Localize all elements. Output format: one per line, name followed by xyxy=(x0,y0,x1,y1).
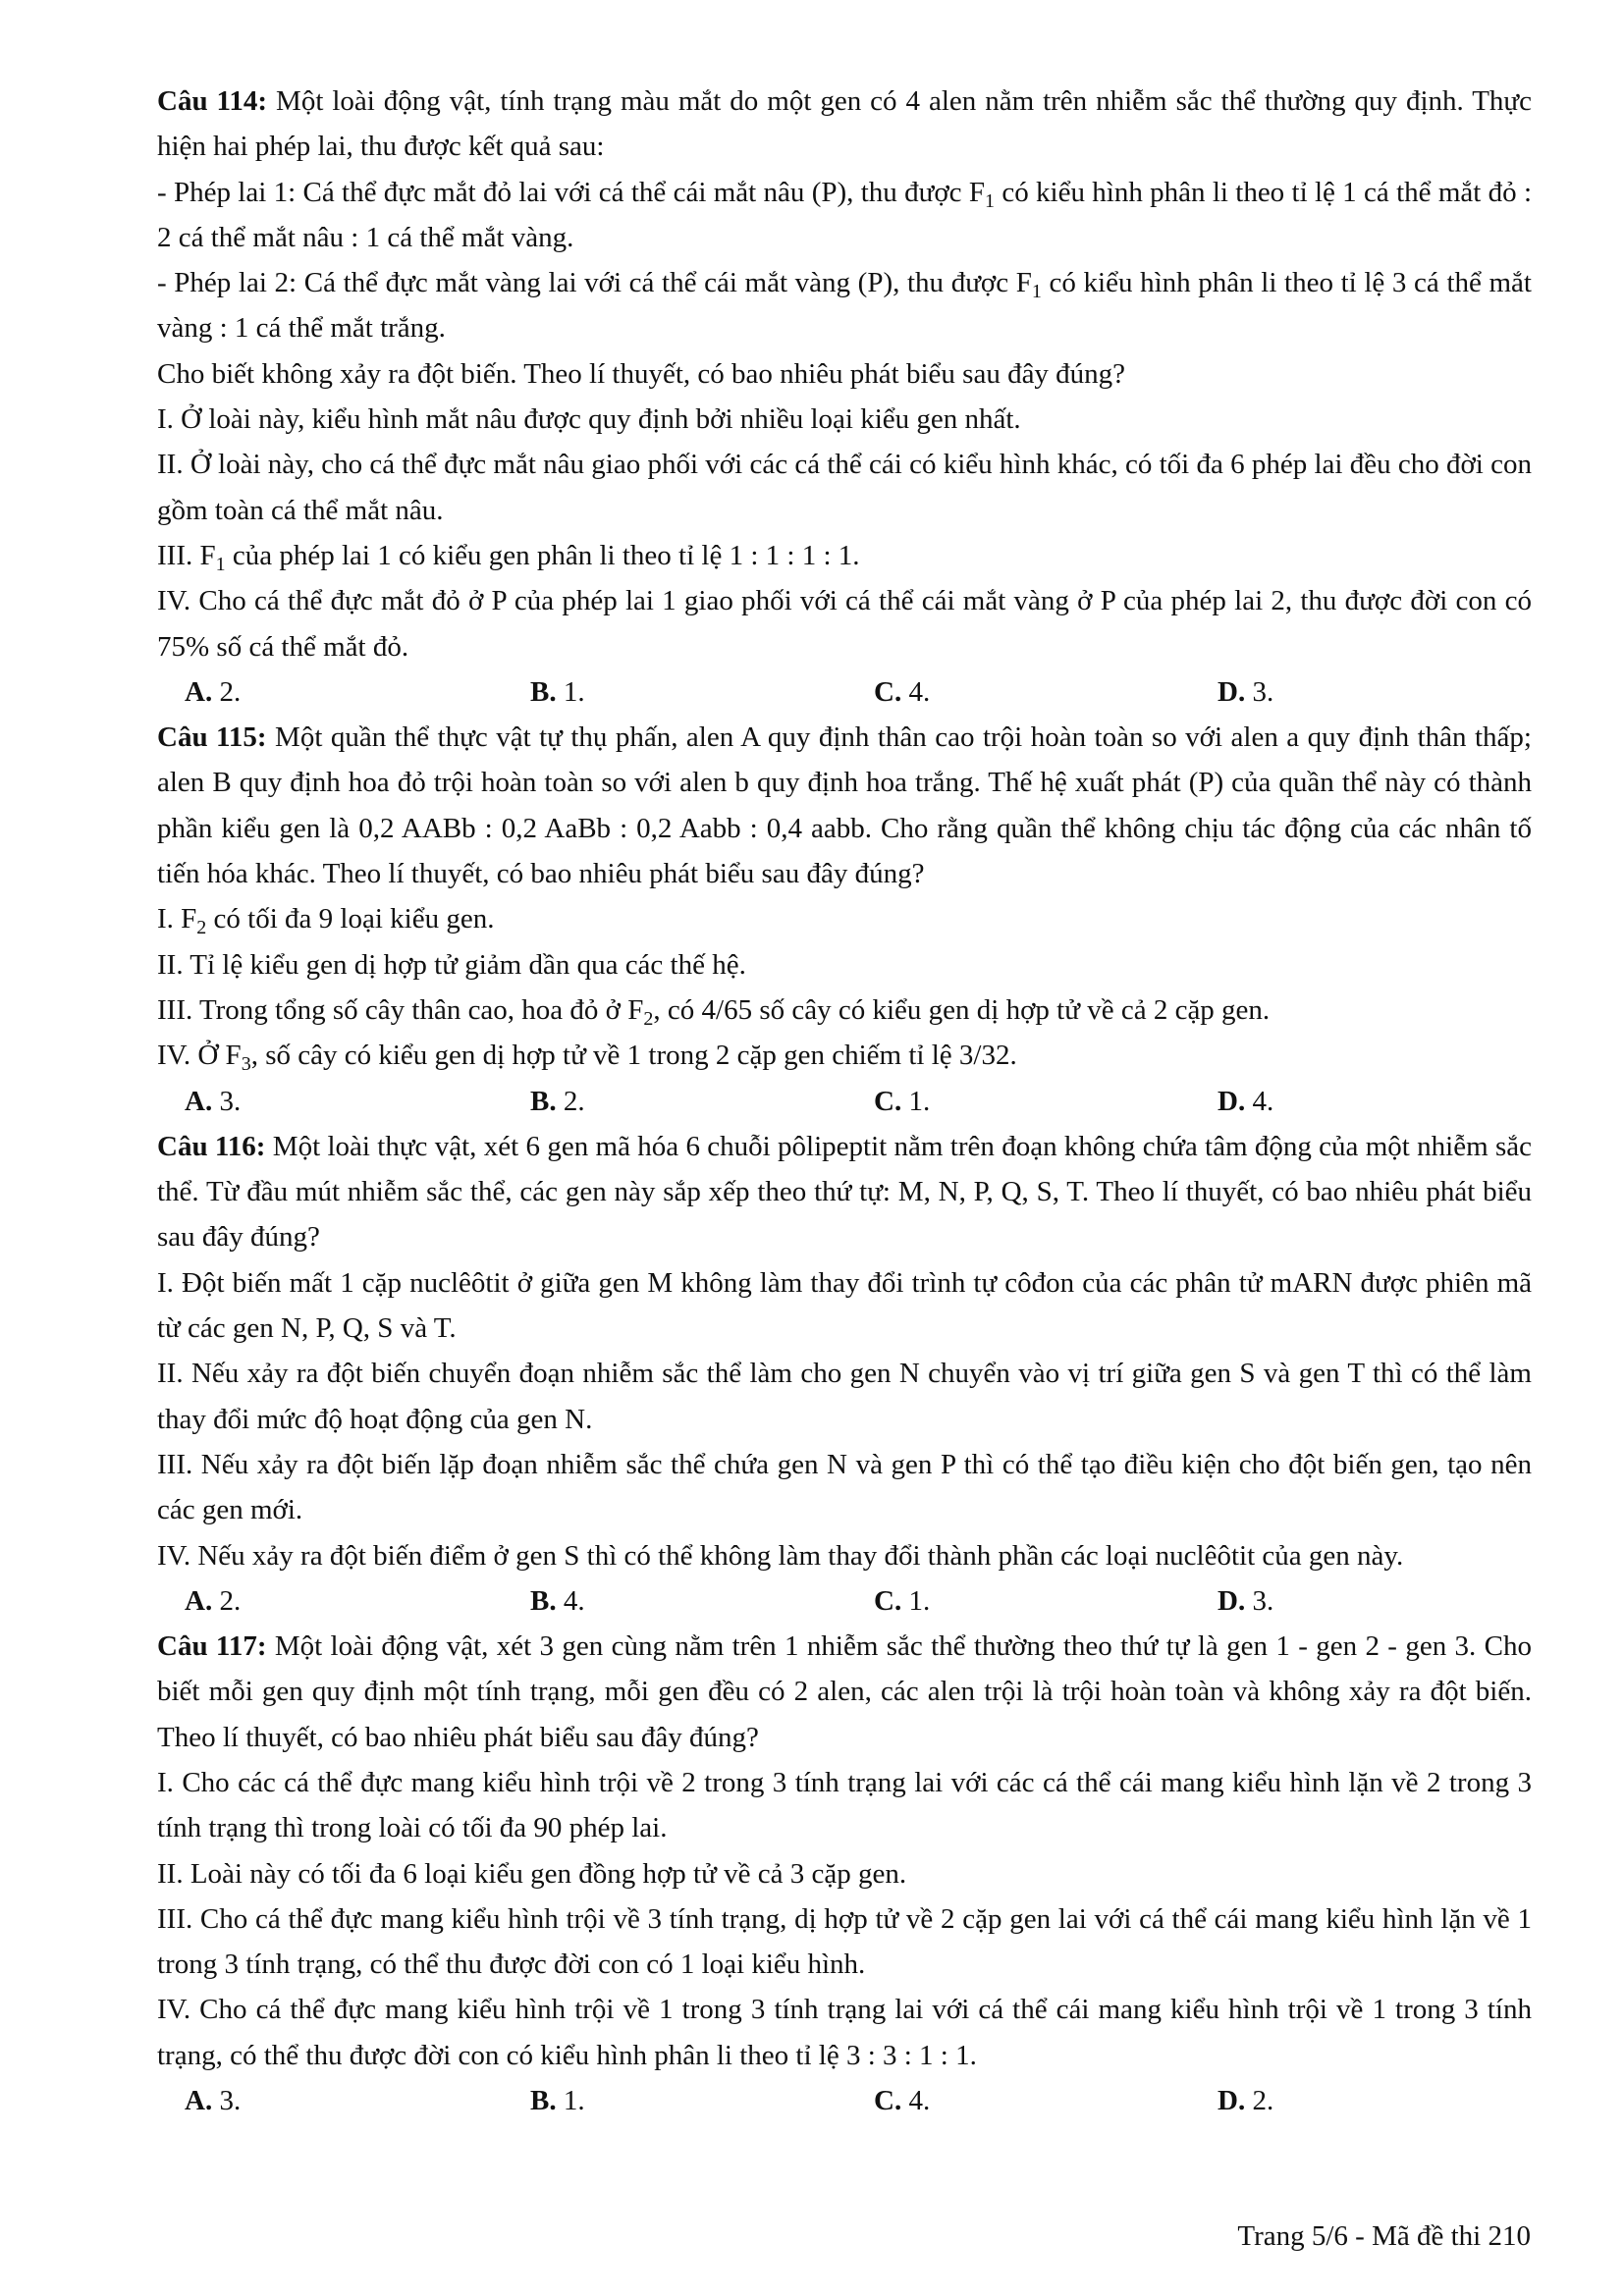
answer-options xyxy=(157,669,1532,715)
question-intro: Câu 117: Một loài động vật, xét 3 gen cùng nằm trên 1 nhiễm sắc thể thường theo thứ tự là gen 1 - gen 2 - gen 3. Cho biết mỗi gen quy định một tính trạng, mỗi gen đều có 2 alen, các alen trội là trội hoàn toàn và không xảy ra đột biến. Theo lí thuyết, có bao nhiêu phát biểu sau đây đúng? xyxy=(157,1630,1532,1753)
option-a: A. 2. xyxy=(185,1584,242,1617)
statement-1: I. Cho các cá thể đực mang kiểu hình trội về 2 trong 3 tính trạng lai với các cá thể cái mang kiểu hình lặn về 2 trong 3 tính trạng thì trong loài có tối đa 90 phép lai. xyxy=(157,1766,1532,1844)
option-a: A. 2. xyxy=(185,675,242,708)
answer-options xyxy=(157,1079,1532,1124)
option-c: C. 1. xyxy=(874,1584,931,1617)
option-d: D. 3. xyxy=(1218,1584,1274,1617)
option-c: C. 4. xyxy=(874,675,931,708)
statement-2: II. Tỉ lệ kiểu gen dị hợp tử giảm dần qua các thế hệ. xyxy=(157,948,746,981)
question-label: Câu 115: xyxy=(157,721,267,754)
question-intro: Câu 114: Một loài động vật, tính trạng màu mắt do một gen có 4 alen nằm trên nhiễm sắc thể thường quy định. Thực hiện hai phép lai, thu được kết quả sau: xyxy=(157,85,1532,163)
statement-4: IV. Nếu xảy ra đột biến điểm ở gen S thì có thể không làm thay đổi thành phần các loại nuclêôtit của gen này. xyxy=(157,1539,1404,1572)
question-116 xyxy=(157,1124,1532,1624)
statement-1: I. Ở loài này, kiểu hình mắt nâu được quy định bởi nhiều loại kiểu gen nhất. xyxy=(157,403,1021,436)
question-117 xyxy=(157,1624,1532,2123)
option-d: D. 3. xyxy=(1218,675,1274,708)
statement-2: II. Nếu xảy ra đột biến chuyển đoạn nhiễm sắc thể làm cho gen N chuyển vào vị trí giữa gen S và gen T thì có thể làm thay đổi mức độ hoạt động của gen N. xyxy=(157,1358,1532,1435)
cross-2: - Phép lai 2: Cá thể đực mắt vàng lai với cá thể cái mắt vàng (P), thu được $F_1$ có kiểu hình phân li theo tỉ lệ 3 cá thể mắt vàng : 1 cá thể mắt trắng. xyxy=(157,267,1532,345)
answer-options xyxy=(157,1578,1532,1624)
option-d: D. 4. xyxy=(1218,1085,1274,1117)
answer-options xyxy=(157,2078,1532,2123)
statement-3: III. $F_1$ của phép lai 1 có kiểu gen phân li theo tỉ lệ 1 : 1 : 1 : 1. xyxy=(157,539,860,575)
statement-4: IV. Ở $F_3$, số cây có kiểu gen dị hợp tử về 1 trong 2 cặp gen chiếm tỉ lệ 3/32. xyxy=(157,1040,1017,1076)
question-prompt: Cho biết không xảy ra đột biến. Theo lí thuyết, có bao nhiêu phát biểu sau đây đúng? xyxy=(157,357,1126,390)
option-b: B. 2. xyxy=(530,1085,585,1117)
question-label: Câu 116: xyxy=(157,1130,266,1162)
option-d: D. 2. xyxy=(1218,2085,1274,2117)
option-b: B. 4. xyxy=(530,1584,585,1617)
statement-1: I. Đột biến mất 1 cặp nuclêôtit ở giữa gen M không làm thay đổi trình tự côđon của các phân tử mARN được phiên mã từ các gen N, P, Q, S và T. xyxy=(157,1266,1532,1345)
option-b: B. 1. xyxy=(530,2085,585,2117)
statement-2: II. Ở loài này, cho cá thể đực mắt nâu giao phối với các cá thể cái có kiểu hình khác, có tối đa 6 phép lai đều cho đời con gồm toàn cá thể mắt nâu. xyxy=(157,449,1532,526)
option-a: A. 3. xyxy=(185,2085,242,2117)
page-footer: Trang 5/6 - Mã đề thi 210 xyxy=(1237,2220,1531,2252)
exam-page xyxy=(157,79,1532,2123)
statement-3: III. Nếu xảy ra đột biến lặp đoạn nhiễm sắc thể chứa gen N và gen P thì có thể tạo điều kiện cho đột biến gen, tạo nên các gen mới. xyxy=(157,1448,1532,1526)
option-c: C. 4. xyxy=(874,2085,931,2117)
question-114 xyxy=(157,79,1532,715)
statement-1: I. $F_2$ có tối đa 9 loại kiểu gen. xyxy=(157,903,495,939)
statement-4: IV. Cho cá thể đực mắt đỏ ở P của phép lai 1 giao phối với cá thể cái mắt vàng ở P của phép lai 2, thu được đời con có 75% số cá thể mắt đỏ. xyxy=(157,585,1532,663)
statement-3: III. Cho cá thể đực mang kiểu hình trội về 3 tính trạng, dị hợp tử về 2 cặp gen lai với cá thể cái mang kiểu hình lặn về 1 trong 3 tính trạng, có thể thu được đời con có 1 loại kiểu hình. xyxy=(157,1902,1532,1981)
question-115 xyxy=(157,715,1532,1124)
cross-1: - Phép lai 1: Cá thể đực mắt đỏ lai với cá thể cái mắt nâu (P), thu được $F_1$ có kiểu hình phân li theo tỉ lệ 1 cá thể mắt đỏ : 2 cá thể mắt nâu : 1 cá thể mắt vàng. xyxy=(157,176,1532,253)
question-intro: Câu 116: Một loài thực vật, xét 6 gen mã hóa 6 chuỗi pôlipeptit nằm trên đoạn không chứa tâm động của một nhiễm sắc thể. Từ đầu mút nhiễm sắc thể, các gen này sắp xếp theo thứ tự: M, N, P, Q, S, T. Theo lí thuyết, có bao nhiêu phát biểu sau đây đúng? xyxy=(157,1130,1533,1254)
option-a: A. 3. xyxy=(185,1085,242,1117)
question-label: Câu 117: xyxy=(157,1630,267,1663)
statement-4: IV. Cho cá thể đực mang kiểu hình trội về 1 trong 3 tính trạng lai với cá thể cái mang kiểu hình trội về 1 trong 3 tính trạng, có thể thu được đời con có kiểu hình phân li theo tỉ lệ 3 : 3 : 1 : 1. xyxy=(157,1994,1532,2071)
question-intro: Câu 115: Một quần thể thực vật tự thụ phấn, alen A quy định thân cao trội hoàn toàn so với alen a quy định thân thấp; alen B quy định hoa đỏ trội hoàn toàn so với alen b quy định hoa trắng. Thế hệ xuất phát (P) của quần thể này có thành phần kiểu gen là 0,2 AABb : 0,2 AaBb : 0,2 Aabb : 0,4 aabb. Cho rằng quần thể không chịu tác động của các nhân tố tiến hóa khác. Theo lí thuyết, có bao nhiêu phát biểu sau đây đúng? xyxy=(157,721,1532,890)
statement-2: II. Loài này có tối đa 6 loại kiểu gen đồng hợp tử về cả 3 cặp gen. xyxy=(157,1857,907,1890)
option-c: C. 1. xyxy=(874,1085,931,1117)
question-label: Câu 114: xyxy=(157,85,268,117)
option-b: B. 1. xyxy=(530,675,585,708)
statement-3: III. Trong tổng số cây thân cao, hoa đỏ ở $F_2$, có 4/65 số cây có kiểu gen dị hợp tử về cả 2 cặp gen. xyxy=(157,993,1271,1030)
